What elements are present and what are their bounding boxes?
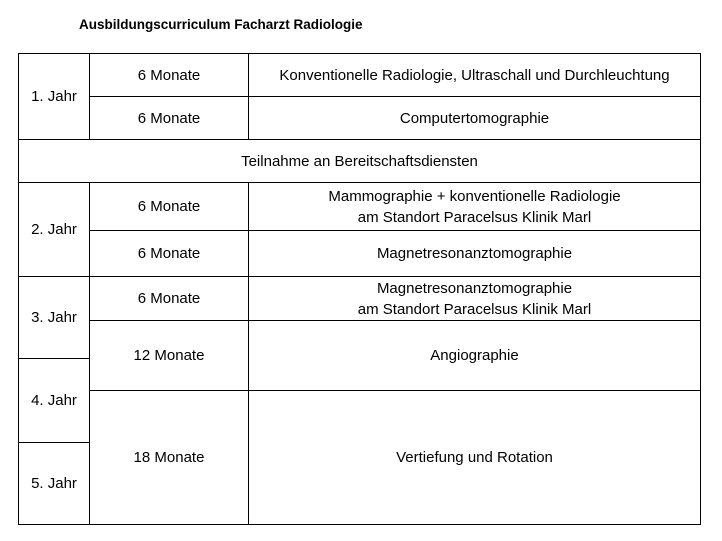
year-label: 4. Jahr bbox=[31, 392, 77, 409]
year-5-cell bbox=[19, 443, 90, 525]
duration-cell: 12 Monate bbox=[90, 321, 249, 391]
content-cell: Konventionelle Radiologie, Ultraschall und Durchleuchtung bbox=[249, 54, 701, 97]
year-label: 5. Jahr bbox=[31, 475, 77, 492]
year-label: 2. Jahr bbox=[31, 221, 77, 238]
year-4-cell bbox=[19, 359, 90, 443]
document-title: Ausbildungscurriculum Facharzt Radiologie bbox=[79, 17, 363, 32]
content-cell: Mammographie + konventionelle Radiologie am Standort Paracelsus Klinik Marl bbox=[249, 183, 701, 231]
duration-cell: 6 Monate bbox=[90, 97, 249, 140]
content-cell: Vertiefung und Rotation bbox=[249, 391, 701, 525]
year-3-cell bbox=[19, 277, 90, 359]
year-label: 1. Jahr bbox=[31, 88, 77, 105]
year-label: 3. Jahr bbox=[31, 309, 77, 326]
duration-cell: 6 Monate bbox=[90, 277, 249, 321]
duration-cell: 6 Monate bbox=[90, 54, 249, 97]
year-2-cell bbox=[19, 183, 90, 277]
duration-cell: 6 Monate bbox=[90, 231, 249, 277]
content-cell: Computertomographie bbox=[249, 97, 701, 140]
content-cell: Magnetresonanztomographie bbox=[249, 231, 701, 277]
standby-row: Teilnahme an Bereitschaftsdiensten bbox=[19, 140, 701, 183]
content-cell: Angiographie bbox=[249, 321, 701, 391]
year-1-cell bbox=[19, 54, 90, 140]
duration-cell: 18 Monate bbox=[90, 391, 249, 525]
curriculum-table bbox=[18, 53, 701, 525]
duration-cell: 6 Monate bbox=[90, 183, 249, 231]
content-cell: Magnetresonanztomographie am Standort Paracelsus Klinik Marl bbox=[249, 277, 701, 321]
